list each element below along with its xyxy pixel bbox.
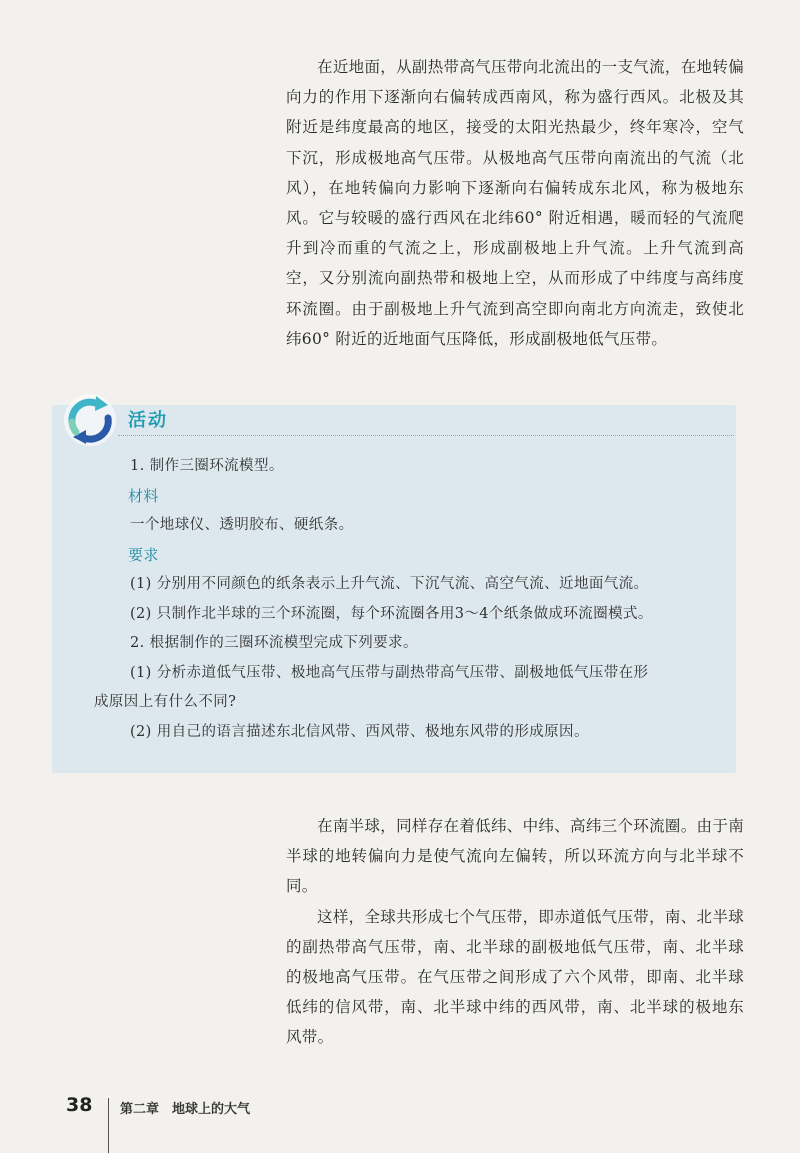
requirements-heading: 要求 (128, 545, 159, 564)
question-1-line-1: (1) 分析赤道低气压带、极地高气压带与副热带高气压带、副极地低气压带在形 (130, 664, 649, 681)
body-paragraph-top (286, 52, 744, 354)
activity-title: 活动 (128, 410, 168, 431)
requirement-1: (1) 分别用不同颜色的纸条表示上升气流、下沉气流、高空气流、近地面气流。 (130, 576, 649, 592)
materials-heading: 材料 (128, 486, 159, 505)
activity-cycle-icon (62, 392, 118, 448)
question-1-line-2: 成原因上有什么不同? (94, 694, 237, 710)
paragraph-pressure-wind-belts: 这样，全球共形成七个气压带，即赤道低气压带，南、北半球的副热带高气压带，南、北半球的副极地低气压带，南、北半球的极地高气压带。在气压带之间形成了六个风带，即南、北半球低纬的信风带，南、北半球中纬的西风带，南、北半球的极地东风带。 (286, 907, 744, 1047)
page-number: 38 (66, 1094, 93, 1116)
chapter-label: 第二章 地球上的大气 (120, 1102, 251, 1117)
paragraph-westerlies-polar: 在近地面，从副热带高气压带向北流出的一支气流，在地转偏向力的作用下逐渐向右偏转成西南风，称为盛行西风。北极及其附近是纬度最高的地区，接受的太阳光热最少，终年寒冷，空气下沉，形成极地高气压带。从极地高气压带向南流出的气流（北风），在地转偏向力影响下逐渐向右偏转成东北风，称为极地东风。它与较暖的盛行西风在北纬60° 附近相遇，暖而轻的气流爬升到冷而重的气流之上，形成副极地上升气流。上升气流到高空，又分别流向副热带和极地上空，从而形成了中纬度与高纬度环流圈。由于副极地上升气流到高空即向南北方向流走，致使北纬60° 附近的近地面气压降低，形成副极地低气压带。 (286, 58, 744, 348)
body-paragraph-bottom (286, 811, 744, 1053)
footer-divider (108, 1098, 109, 1153)
paragraph-southern-hemisphere: 在南半球，同样存在着低纬、中纬、高纬三个环流圈。由于南半球的地转偏向力是使气流向左偏转，所以环流方向与北半球不同。 (286, 817, 744, 896)
materials-text: 一个地球仪、透明胶布、硬纸条。 (130, 517, 354, 533)
question-2: (2) 用自己的语言描述东北信风带、西风带、极地东风带的形成原因。 (130, 723, 589, 740)
activity-item-2: 2. 根据制作的三圈环流模型完成下列要求。 (130, 635, 418, 651)
activity-content (94, 452, 720, 747)
activity-divider (118, 435, 734, 436)
requirement-2: (2) 只制作北半球的三个环流圈，每个环流圈各用3～4个纸条做成环流圈模式。 (130, 605, 653, 622)
activity-item-1: 1. 制作三圈环流模型。 (130, 458, 284, 474)
